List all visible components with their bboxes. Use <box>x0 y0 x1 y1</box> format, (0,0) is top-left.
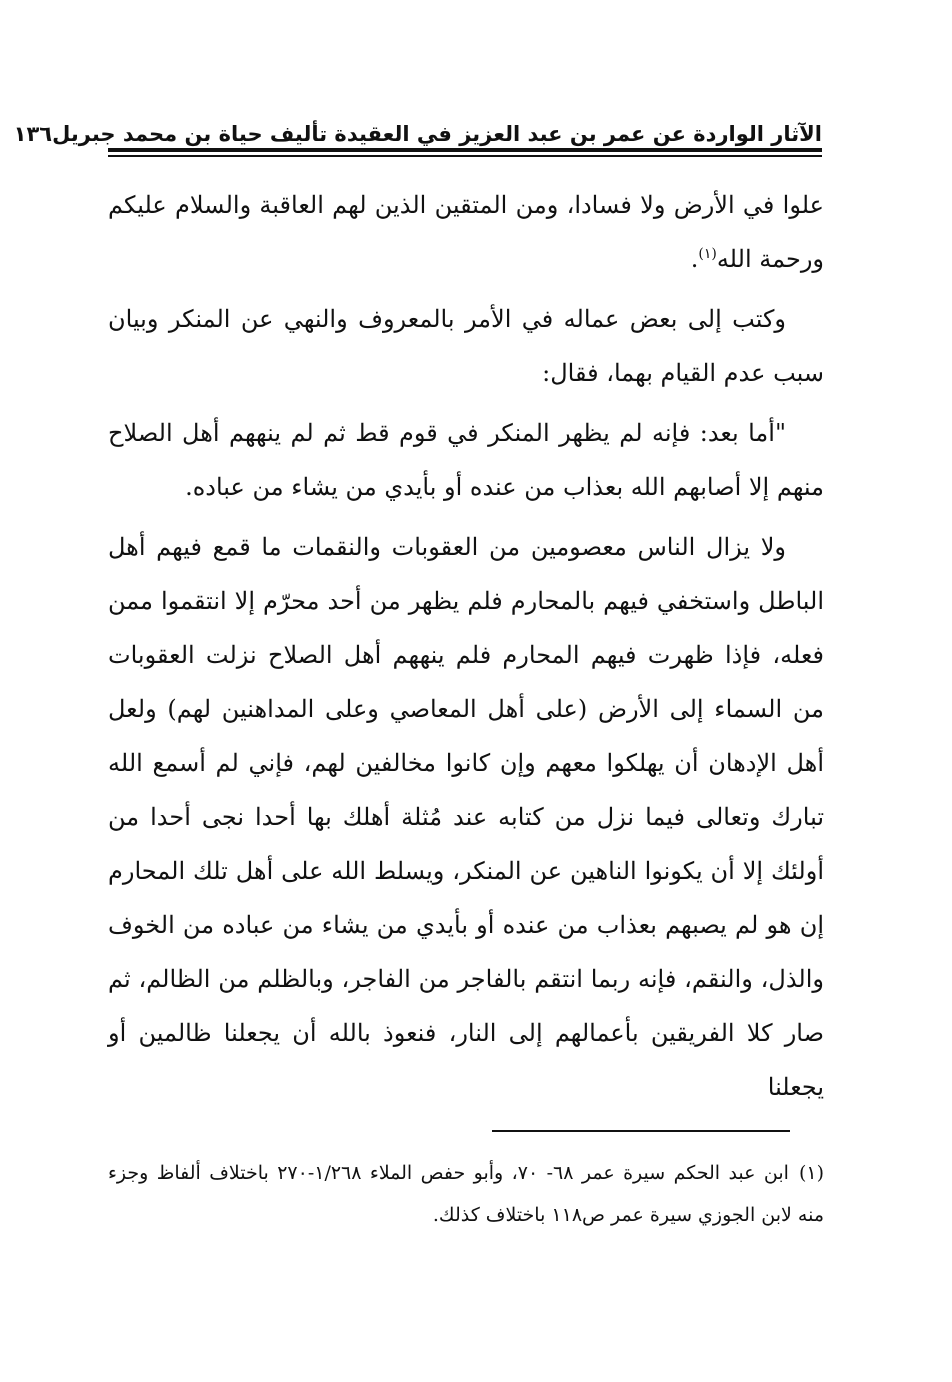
page-number: ١٣٦ <box>13 122 53 146</box>
header-rule-thick <box>108 148 822 152</box>
paragraph-4: ولا يزال الناس معصومين من العقوبات والنقمات ما قمع فيهم أهل الباطل واستخفي فيهم بالمحارم فلم يظهر من أحد محرّم إلا انتقموا ممن فعله، فإذا ظهرت فيهم المحارم فلم ينههم أهل الصلاح نزلت العقوبات من السماء إلى الأرض (على أهل المعاصي وعلى المداهنين لهم) ولعل أهل الإدهان أن يهلكوا معهم وإن كانوا مخالفين لهم، فإني لم أسمع الله تبارك وتعالى فيما نزل من كتابه عند مُثلة أهلك بها أحدا نجى أحدا من أولئك إلا أن يكونوا الناهين عن المنكر، ويسلط الله على أهل تلك المحارم إن هو لم يصبهم بعذاب من عنده أو بأيدي من يشاء من عباده من الخوف والذل، والنقم، فإنه ربما انتقم بالفاجر من الفاجر، وبالظلم من الظالم، ثم صار كلا الفريقين بأعمالهم إلى النار، فنعوذ بالله أن يجعلنا ظالمين أو يجعلنا <box>108 533 824 1101</box>
footnotes <box>108 1152 824 1236</box>
footnote-marker: (١) <box>798 1162 824 1184</box>
running-header <box>13 112 822 148</box>
body-text <box>108 178 824 1120</box>
header-title: الآثار الواردة عن عمر بن عبد العزيز في العقيدة تأليف حياة بن محمد جبريل <box>52 122 822 146</box>
header-rule-thin <box>108 155 822 157</box>
paragraph-1-end: . <box>690 245 699 273</box>
paragraph-1-text: علوا في الأرض ولا فسادا، ومن المتقين الذين لهم العاقبة والسلام عليكم ورحمة الله <box>108 191 824 273</box>
footnote-1 <box>108 1152 824 1236</box>
footnote-text: ابن عبد الحكم سيرة عمر ٦٨- ٧٠، وأبو حفص الملاء ١/٢٦٨-٢٧٠ باختلاف ألفاظ وجزء منه لابن الجوزي سيرة عمر ص١١٨ باختلاف كذلك. <box>108 1162 824 1226</box>
footnote-separator <box>492 1130 790 1132</box>
paragraph-1 <box>108 178 824 286</box>
footnote-reference: (١) <box>698 246 717 262</box>
paragraph-3: "أما بعد: فإنه لم يظهر المنكر في قوم قط ثم لم ينههم أهل الصلاح منهم إلا أصابهم الله بعذاب من عنده أو بأيدي من يشاء من عباده. <box>108 419 824 501</box>
paragraph-2: وكتب إلى بعض عماله في الأمر بالمعروف والنهي عن المنكر وبيان سبب عدم القيام بهما، فقال: <box>108 305 824 387</box>
